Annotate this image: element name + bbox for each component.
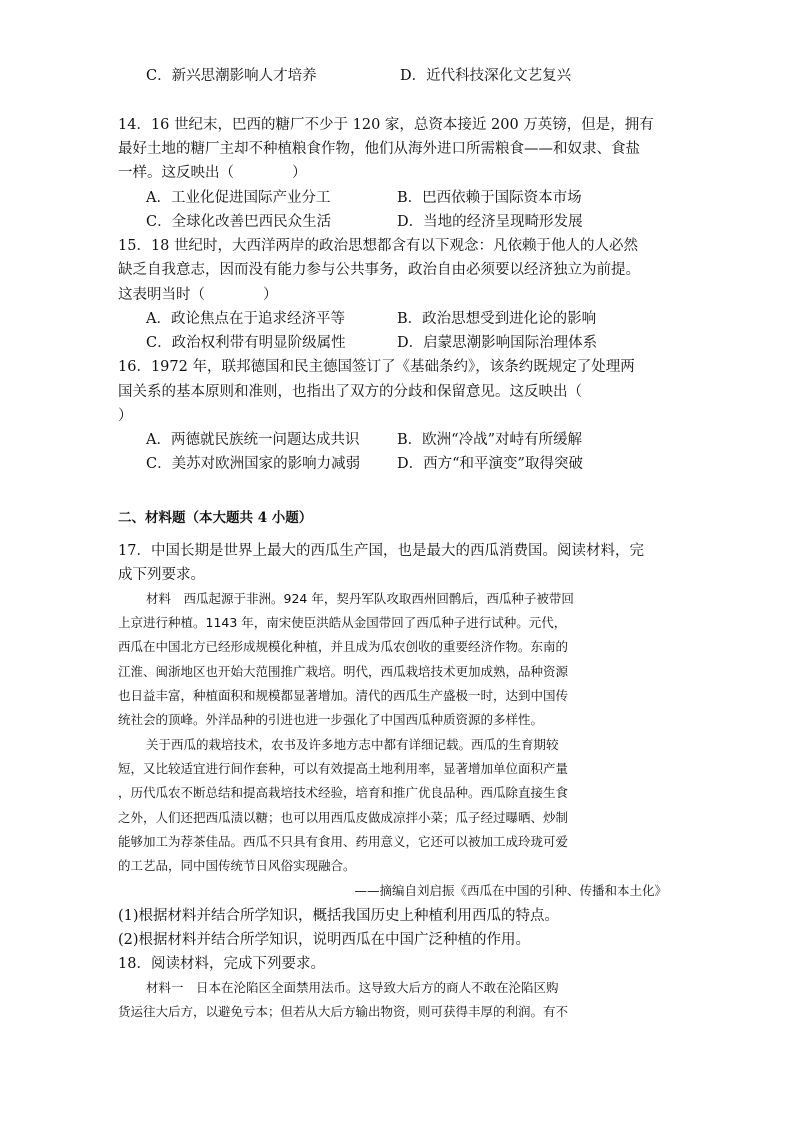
q16-option-b: B．欧洲“冷战”对峙有所缓解: [397, 432, 582, 448]
section-heading: 二、材料题（本大题共 4 小题）: [118, 510, 313, 526]
q17-material-line: 上京进行种植。1143 年，南宋使臣洪皓从金国带回了西瓜种子进行试种。元代，: [118, 615, 567, 630]
q17-source-citation: ——摘编自刘启振《西瓜在中国的引种、传播和本土化》: [354, 883, 667, 898]
q13-option-d: D．近代科技深化文艺复兴: [400, 68, 572, 84]
q14-option-d: D．当地的经济呈现畸形发展: [397, 214, 583, 230]
q17-material-line: 统社会的顶峰。外洋品种的引进也进一步强化了中国西瓜种质资源的多样性。: [118, 712, 544, 727]
q17-material-line: 江淮、闽浙地区也开始大范围推广栽培。明代，西瓜栽培技术更加成熟，品种资源: [118, 664, 569, 679]
q17-material-line: 的工艺品，同中国传统节日风俗实现融合。: [118, 858, 356, 873]
q14-option-b: B．巴西依赖于国际资本市场: [397, 190, 582, 206]
q17-subquestion-2: (2)根据材料并结合所学知识，说明西瓜在中国广泛种植的作用。: [118, 932, 531, 948]
q17-stem-line2: 成下列要求。: [118, 567, 205, 583]
q16-stem-line1: 16．1972 年，联邦德国和民主德国签订了《基础条约》，该条约既规定了处理两: [118, 359, 635, 375]
q14-stem-line2: 最好土地的糖厂主却不种植粮食作物，他们从海外进口所需粮食——和奴隶、食盐: [118, 141, 640, 157]
q13-option-c: C．新兴思潮影响人才培养: [146, 68, 317, 84]
q14-stem-line3: 一样。这反映出（ ）: [118, 165, 307, 181]
q14-stem-line1: 14．16 世纪末，巴西的糖厂不少于 120 家，总资本接近 200 万英镑，但是，拥有: [118, 117, 654, 133]
q15-option-c: C．政治权利带有明显阶级属性: [146, 335, 346, 351]
q17-material-line: 之外，人们还把西瓜渍以糖；也可以用西瓜皮做成凉拌小菜；瓜子经过曝晒、炒制: [118, 810, 569, 825]
q15-stem-line2: 缺乏自我意志，因而没有能力参与公共事务，政治自由必须要以经济独立为前提。: [118, 262, 640, 278]
q17-stem-line1: 17．中国长期是世界上最大的西瓜生产国，也是最大的西瓜消费国。阅读材料，完: [118, 543, 644, 559]
q17-subquestion-1: (1)根据材料并结合所学知识，概括我国历史上种植利用西瓜的特点。: [118, 908, 560, 924]
q16-stem-line3: ）: [118, 408, 133, 424]
q15-stem-line3: 这表明当时（ ）: [118, 287, 278, 303]
q17-material-line: 关于西瓜的栽培技术，农书及许多地方志中都有详细记载。西瓜的生育期较: [146, 737, 559, 752]
q18-material-line: 材料一 日本在沦陷区全面禁用法币。这导致大后方的商人不敢在沦陷区购: [146, 980, 559, 995]
q17-material-line: 材料 西瓜起源于非洲。924 年，契丹军队攻取西州回鹘后，西瓜种子被带回: [146, 591, 574, 606]
q18-material-line: 货运往大后方，以避免亏本；但若从大后方输出物资，则可获得丰厚的利润。有不: [118, 1004, 569, 1019]
q17-material-line: ，历代瓜农不断总结和提高栽培技术经验，培育和推广优良品种。西瓜除直接生食: [118, 785, 569, 800]
q14-option-c: C．全球化改善巴西民众生活: [146, 214, 332, 230]
q18-stem-line1: 18．阅读材料，完成下列要求。: [118, 956, 325, 972]
q16-option-c: C．美苏对欧洲国家的影响力减弱: [146, 456, 361, 472]
q15-option-a: A．政论焦点在于追求经济平等: [146, 311, 345, 327]
q16-option-d: D．西方“和平演变”取得突破: [397, 456, 583, 472]
q15-stem-line1: 15．18 世纪时，大西洋两岸的政治思想都含有以下观念：凡依赖于他人的人必然: [118, 238, 639, 254]
q17-material-line: 能够加工为荐茶佳品。西瓜不只具有食用、药用意义，它还可以被加工成玲珑可爱: [118, 834, 569, 849]
q14-option-a: A．工业化促进国际产业分工: [146, 190, 331, 206]
q17-material-line: 短，又比较适宜进行间作套种，可以有效提高土地利用率，显著增加单位面积产量: [118, 761, 569, 776]
q15-option-b: B．政治思想受到进化论的影响: [397, 311, 597, 327]
q16-option-a: A．两德就民族统一问题达成共识: [146, 432, 360, 448]
q17-material-line: 也日益丰富，种植面积和规模都显著增加。清代的西瓜生产盛极一时，达到中国传: [118, 688, 569, 703]
q17-material-line: 西瓜在中国北方已经形成规模化种植，并且成为瓜农创收的重要经济作物。东南的: [118, 639, 569, 654]
q16-stem-line2: 国关系的基本原则和准则，也指出了双方的分歧和保留意见。这反映出（: [118, 384, 582, 400]
q15-option-d: D．启蒙思潮影响国际治理体系: [397, 335, 598, 351]
